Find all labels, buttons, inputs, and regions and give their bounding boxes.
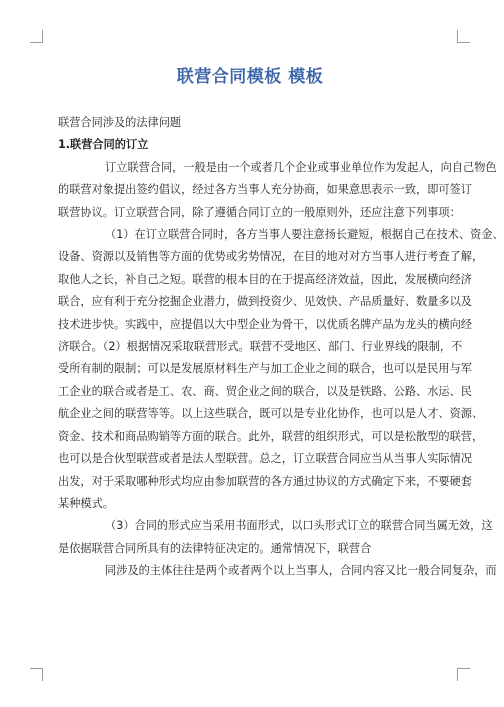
body-line: 订立联营合同，一般是由一个或者几个企业或事业单位作为发起人，向自己物色: [105, 160, 497, 174]
crop-mark-top-right: [457, 30, 470, 43]
crop-mark-bottom-right: [457, 668, 470, 681]
body-line: 技术进步快。实践中，应提倡以大中型企业为骨干，以优质名牌产品为龙头的横向经: [58, 317, 472, 331]
document-title: 联营合同模板 模板: [176, 67, 324, 87]
body-line: （1）在订立联营合同时，各方当事人要注意扬长避短，根据自己在技术、资金、: [105, 228, 504, 242]
document-body: [58, 112, 504, 583]
section-heading: 1.联营合同的订立: [58, 138, 149, 152]
body-line: 联营协议。订立联营合同，除了遵循合同订立的一般原则外，还应注意下列事项：: [58, 205, 461, 219]
body-line: 受所有制的限制；可以是发展原材料生产与加工企业之间的联合，也可以是民用与军: [58, 362, 472, 376]
body-line: （3）合同的形式应当采用书面形式，以口头形式订立的联营合同当属无效，这: [105, 519, 493, 533]
body-line: 联合，应有利于充分挖掘企业潜力，做到投资少、见效快、产品质量好、数量多以及: [58, 295, 472, 309]
body-line: 是依据联营合同所具有的法律特征决定的。通常情况下，联营合: [58, 541, 372, 555]
crop-mark-bottom-left: [30, 668, 43, 681]
body-line: 取他人之长，补自己之短。联营的根本目的在于提高经济效益，因此，发展横向经济: [58, 272, 472, 286]
body-text: [58, 157, 504, 583]
body-line: 济联合。（2）根据情况采取联营形式。联营不受地区、部门、行业界线的限制，不: [58, 340, 463, 354]
body-line: 出发，对于采取哪种形式均应由参加联营的各方通过协议的方式确定下来，不要硬套: [58, 474, 472, 488]
body-line: 航企业之间的联营等等。以上这些联合，既可以是专业化协作，也可以是人才、资源、: [58, 407, 484, 421]
body-line: 的联营对象提出签约倡议，经过各方当事人充分协商，如果意思表示一致，即可签订: [58, 183, 472, 197]
crop-mark-top-left: [30, 30, 43, 43]
body-line: 也可以是合伙型联营或者是法人型联营。总之，订立联营合同应当从当事人实际情况: [58, 452, 472, 466]
body-line: 某种模式。: [58, 496, 114, 510]
body-line: 工企业的联合或者是工、农、商、贸企业之间的联合，以及是铁路、公路、水运、民: [58, 384, 472, 398]
body-line: 资金、技术和商品购销等方面的联合。此外，联营的组织形式，可以是松散型的联营，: [58, 429, 484, 443]
body-line: 设备、资源以及销售等方面的优势或劣势情况，在目的地对对方当事人进行考查了解，: [58, 250, 484, 264]
subheading: 联营合同涉及的法律问题: [58, 116, 182, 129]
body-line: 同涉及的主体往往是两个或者两个以上当事人，合同内容又比一般合同复杂，而: [105, 564, 497, 578]
